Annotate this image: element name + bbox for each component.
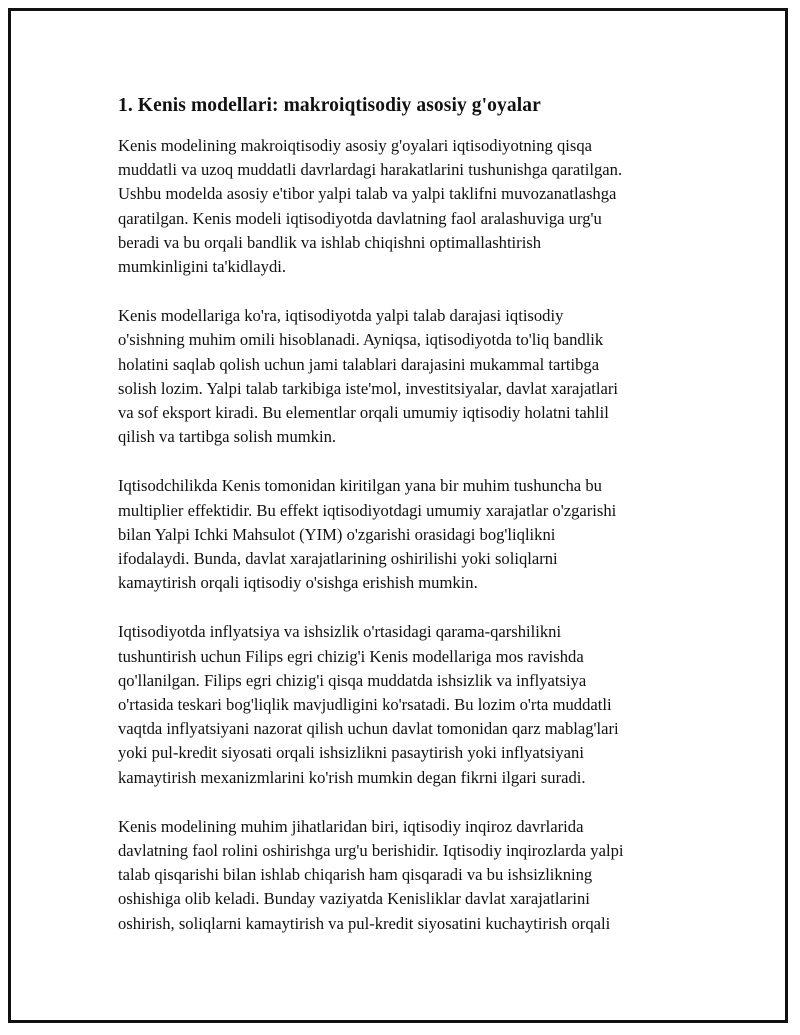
text-line: tushuntirish uchun Filips egri chizig'i Kenis modellariga mos ravishda [118,646,584,666]
text-line: holatini saqlab qolish uchun jami talablari darajasini mukammal tartibga [118,354,600,374]
text-line: kamaytirish mexanizmlarini ko'rish mumkin degan fikrni ilgari suradi. [118,767,586,787]
text-line: Ushbu modelda asosiy e'tibor yalpi talab va yalpi taklifni muvozanatlashga [118,184,617,204]
paragraph-3 [118,474,690,595]
text-line: Iqtisodiyotda inflyatsiya va ishsizlik o'rtasidagi qarama-qarshilikni [118,622,562,642]
section-heading: 1. Kenis modellari: makroiqtisodiy asosiy g'oyalar [118,95,541,116]
text-line: va sof eksport kiradi. Bu elementlar orqali umumiy iqtisodiy holatni tahlil [118,403,609,423]
text-line: vaqtda inflyatsiyani nazorat qilish uchun davlat tomonidan qarz mablag'lari [118,719,619,739]
text-line: kamaytirish orqali iqtisodiy o'sishga erishish mumkin. [118,573,478,593]
text-line: qilish va tartibga solish mumkin. [118,427,337,447]
paragraph-2 [118,304,690,449]
text-line: o'sishning muhim omili hisoblanadi. Ayniqsa, iqtisodiyotda to'liq bandlik [118,330,604,350]
text-line: oshirish, soliqlarni kamaytirish va pul-kredit siyosatini kuchaytirish orqali [118,913,611,933]
text-line: Iqtisodchilikda Kenis tomonidan kiritilgan yana bir muhim tushuncha bu [118,476,602,496]
text-line: Kenis modellariga ko'ra, iqtisodiyotda yalpi talab darajasi iqtisodiy [118,306,564,326]
text-line: Kenis modelining makroiqtisodiy asosiy g'oyalari iqtisodiyotning qisqa [118,136,593,155]
text-line: qaratilgan. Kenis modeli iqtisodiyotda davlatning faol aralashuviga urg'u [118,208,602,228]
text-line: qo'llanilgan. Filips egri chizig'i qisqa muddatda ishsizlik va inflyatsiya [118,670,587,690]
text-line: solish lozim. Yalpi talab tarkibiga iste'mol, investitsiyalar, davlat xarajatlari [118,378,619,398]
text-line: mumkinligini ta'kidlaydi. [118,257,286,277]
text-line: oshishiga olib keladi. Bunday vaziyatda Kenisliklar davlat xarajatlarini [118,889,590,909]
text-line: Kenis modelining muhim jihatlaridan biri, iqtisodiy inqiroz davrlarida [118,816,584,836]
text-line: muddatli va uzoq muddatli davrlardagi harakatlarini tushunishga qaratilgan. [118,160,623,180]
text-line: o'rtasida teskari bog'liqlik mavjudligini ko'rsatadi. Bu lozim o'rta muddatli [118,695,612,715]
paragraph-4 [118,620,690,789]
document-body [118,93,690,961]
paragraph-5 [118,815,690,936]
text-line: multiplier effektidir. Bu effekt iqtisodiyotdagi umumiy xarajatlar o'zgarishi [118,500,617,520]
text-line: talab qisqarishi bilan ishlab chiqarish ham qisqaradi va bu ishsizlikning [118,865,593,885]
text-line: ifodalaydi. Bunda, davlat xarajatlarining oshirilishi yoki soliqlarni [118,549,558,569]
text-line: bilan Yalpi Ichki Mahsulot (YIM) o'zgarishi orasidagi bog'liqlikni [118,524,556,544]
text-line: yoki pul-kredit siyosati orqali ishsizlikni pasaytirish yoki inflyatsiyani [118,743,584,763]
text-line: beradi va bu orqali bandlik va ishlab chiqishni optimallashtirish [118,232,542,252]
text-line: davlatning faol rolini oshirishga urg'u berishidir. Iqtisodiy inqirozlarda yalpi [118,841,624,861]
paragraph-1 [118,134,690,279]
